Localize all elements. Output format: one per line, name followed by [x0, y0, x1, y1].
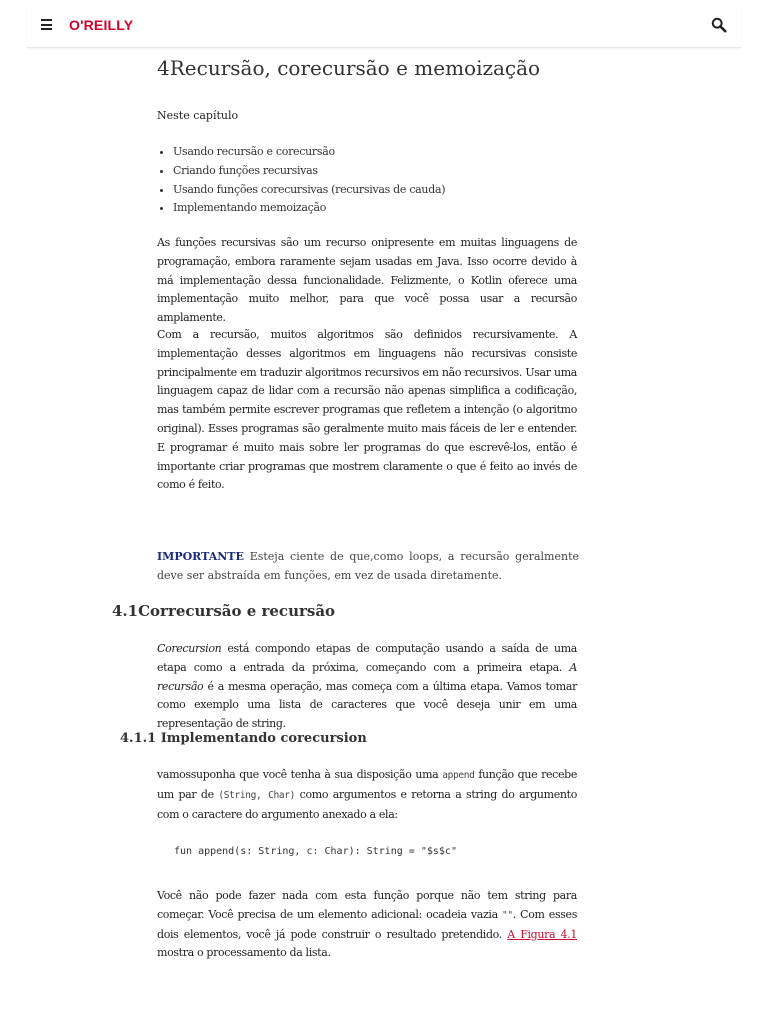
- inline-code: (String, Char): [218, 789, 296, 801]
- paragraph: [157, 766, 577, 824]
- list-item: • Usando funções corecursivas (recursivas de cauda): [173, 181, 445, 200]
- list-item: • Usando recursão e corecursão: [173, 143, 445, 162]
- figure-link[interactable]: A Figura 4.1: [507, 927, 577, 941]
- chapter-title: 4Recursão, corecursão e memoização: [157, 56, 541, 80]
- note-text: Esteja ciente de que,como loops, a recursão geralmente deve ser abstraída em funções, em vez de usada diretamente.: [157, 550, 580, 582]
- text: está compondo etapas de computação usando a saída de uma etapa como a entrada da próxima, começando com a primeira etapa.: [157, 642, 577, 674]
- oreilly-logo[interactable]: O'REILLY: [69, 17, 134, 33]
- paragraph: [157, 887, 577, 963]
- important-note: [157, 547, 579, 585]
- paragraph: Com a recursão, muitos algoritmos são definidos recursivamente. A implementação desses algoritmos em linguagens não recursivas consiste principalmente em traduzir algoritmos recursivos em não recursivos. Usar uma linguagem capaz de lidar com a recursão não apenas simplifica a codificação, mas também permite escrever programas que refletem a intenção (o algoritmo original). Esses programas são geralmente muito mais fáceis de ler e entender. E programar é muito mais sobre ler programas do que escrevê-los, então é importante criar programas que mostrem claramente o que é feito ao invés de como é feito.: [157, 328, 577, 492]
- note-label: IMPORTANTE: [157, 550, 244, 563]
- hamburger-menu-icon[interactable]: [41, 19, 52, 30]
- emphasis: Corecursion: [157, 642, 222, 655]
- subsection-heading: 4.1.1 Implementando corecursion: [120, 731, 367, 746]
- list-item: • Criando funções recursivas: [173, 162, 445, 181]
- paragraph: [157, 640, 577, 734]
- list-item: • Implementando memoização: [173, 199, 445, 218]
- section-heading: 4.1Correcursão e recursão: [112, 602, 336, 620]
- text: mostra o processamento da lista.: [157, 946, 331, 960]
- text: é a mesma operação, mas começa com a última etapa. Vamos tomar como exemplo uma lista de caracteres que você deseja unir em uma representação de string.: [157, 679, 577, 731]
- text: função que recebe um par de: [157, 768, 577, 801]
- search-icon[interactable]: [711, 17, 727, 33]
- text: . Com esses dois elementos, você já pode construir o resultado pretendido.: [157, 907, 577, 941]
- top-navigation-bar: [27, 5, 741, 48]
- text: vamossuponha que você tenha à sua disposição uma: [157, 768, 443, 781]
- text: Você não pode fazer nada com esta função porque não tem string para começar. Você precisa de um elemento adicional: ocadeia vazia: [157, 889, 577, 921]
- text: como argumentos e retorna a string do argumento com o caractere do argumento anexado a ela:: [157, 787, 577, 821]
- emphasis: A recursão: [157, 660, 577, 693]
- inline-code: append: [442, 770, 475, 781]
- chapter-topics-list: [157, 143, 445, 218]
- code-block: fun append(s: String, c: Char): String = "$s$c": [174, 846, 457, 857]
- paragraph: As funções recursivas são um recurso onipresente em muitas linguagens de programação, embora raramente sejam usadas em Java. Isso ocorre devido à má implementação dessa funcionalidade. Felizmente, o Kotlin oferece uma implementação muito melhor, para que você possa usar a recursão amplamente.: [157, 236, 577, 325]
- chapter-intro-label: Neste capítulo: [157, 109, 239, 122]
- inline-code: "": [502, 909, 513, 921]
